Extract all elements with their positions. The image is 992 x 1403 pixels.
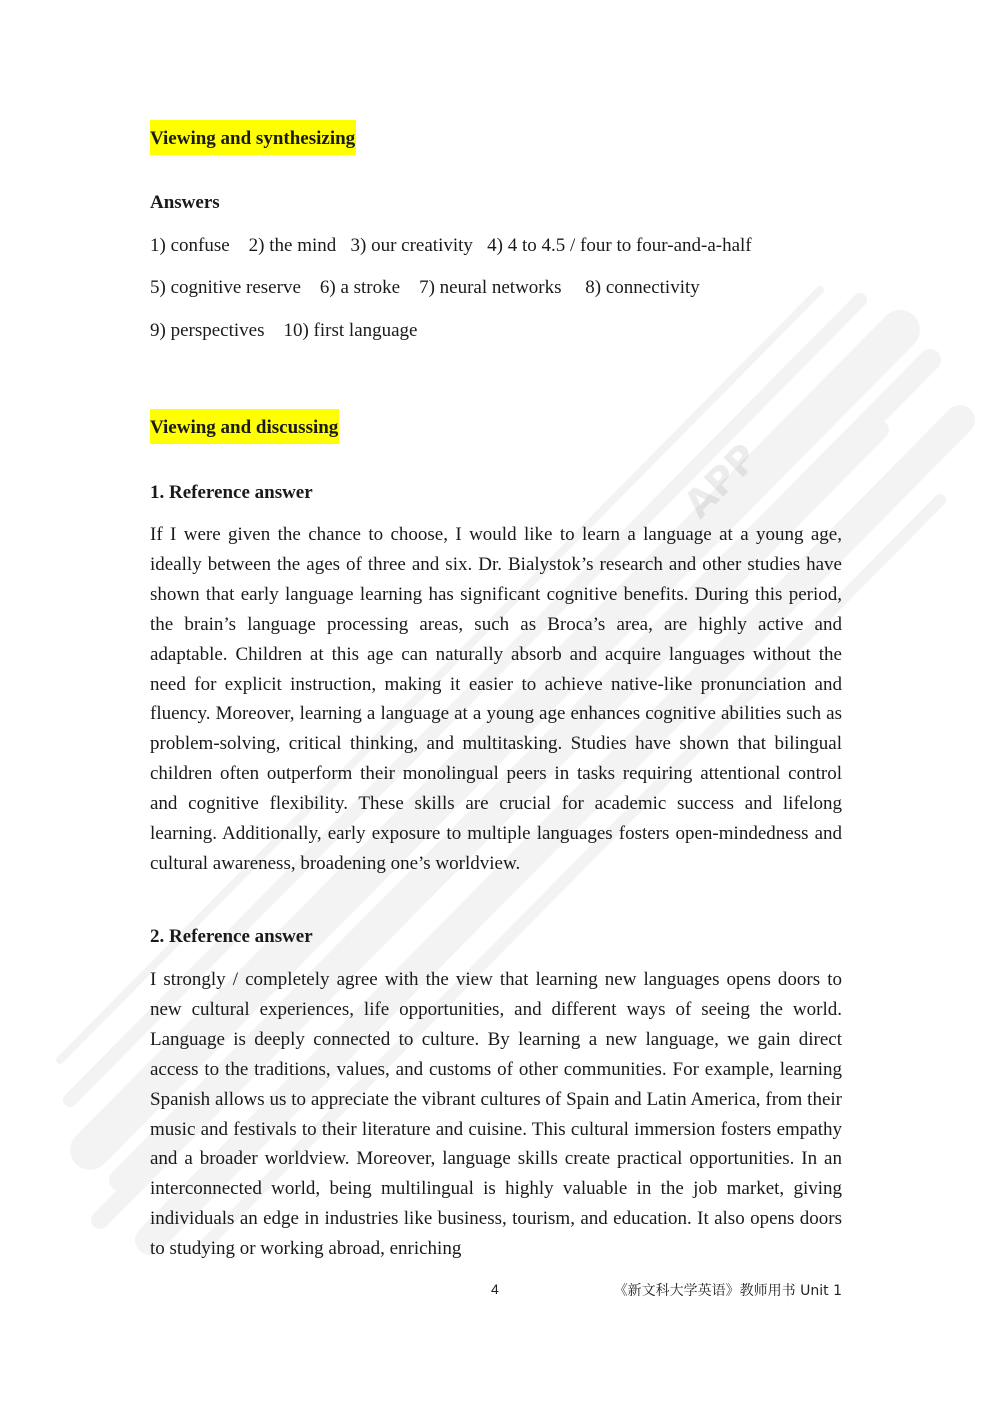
page-number: 4 [491, 1281, 499, 1297]
svg-text:APP: APP [675, 435, 767, 527]
footer-book-title: 《新文科大学英语》教师用书 Unit 1 [613, 1283, 842, 1299]
section-heading-viewing-synthesizing: Viewing and synthesizing [150, 120, 356, 155]
reference-answer-2-text: I strongly / completely agree with the view that learning new languages opens doors to new cultural experiences, life opportunities, and different ways of seeing the world. Language is deeply connected to culture. By learning a new language, we gain direct access to the traditions, values, and customs of other communities. For example, learning Spanish allows us to appreciate the vibrant cultures of Spain and Latin America, from their music and festivals to their literature and cuisine. This cultural immersion fosters empathy and a broader worldview. Moreover, language skills create practical opportunities. In an interconnected world, being multilingual is highly valuable in the job market, giving individuals an edge in industries like business, tourism, and education. It also opens doors to studying or working abroad, enriching [150, 969, 842, 1260]
answer-line: 5) cognitive reserve 6) a stroke 7) neural networks 8) connectivity [150, 277, 700, 298]
section-heading-viewing-discussing: Viewing and discussing [150, 409, 339, 444]
reference-answer-1-title: 1. Reference answer [150, 482, 313, 503]
answer-line: 9) perspectives 10) first language [150, 320, 418, 341]
answers-heading: Answers [150, 192, 220, 213]
reference-answer-2-title: 2. Reference answer [150, 926, 313, 947]
answer-line: 1) confuse 2) the mind 3) our creativity 4) 4 to 4.5 / four to four-and-a-half [150, 235, 752, 256]
reference-answer-1-text: If I were given the chance to choose, I would like to learn a language at a young age, ideally between the ages of three and six. Dr. Bialystok’s research and other studies have shown that early language learning has significant cognitive benefits. During this period, the brain’s language processing areas, such as Broca’s area, are highly active and adaptable. Children at this age can naturally absorb and acquire languages without the need for explicit instruction, making it easier to achieve native-like pronunciation and fluency. Moreover, learning a language at a young age enhances cognitive abilities such as problem-solving, critical thinking, and multitasking. Studies have shown that bilingual children often outperform their monolingual peers in tasks requiring attentional control and cognitive flexibility. These skills are crucial for academic success and lifelong learning. Additionally, early exposure to multiple languages fosters open-mindedness and cultural awareness, broadening one’s worldview. [150, 524, 842, 874]
